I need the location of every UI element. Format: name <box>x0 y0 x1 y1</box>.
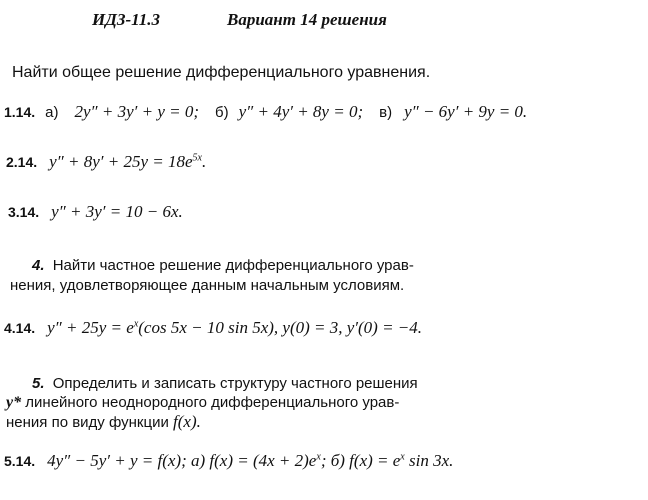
task4-line1 <box>32 257 414 274</box>
function-fx: f(x). <box>173 412 201 431</box>
part-b-label: б) <box>215 104 229 121</box>
task1-instruction: Найти общее решение дифференциального уравнения. <box>12 64 431 81</box>
problem-2-14 <box>6 152 206 172</box>
variant-title: Вариант 14 решения <box>227 10 387 29</box>
problem-4-14 <box>4 318 422 338</box>
equation-part3: sin 3x. <box>404 451 454 470</box>
exponent: 5x <box>192 152 202 164</box>
equation-start: y″ + 25y = e <box>47 318 134 337</box>
problem-number: 3.14. <box>8 204 40 220</box>
part-c-label: в) <box>379 104 393 121</box>
problem-5-14 <box>4 451 453 471</box>
task4-line2: нения, удовлетворяющее данным начальным условиям. <box>10 277 405 294</box>
equation: y″ + 3y′ = 10 − 6x. <box>51 202 183 221</box>
problem-number: 2.14. <box>6 154 38 170</box>
equation-part1: 4y″ − 5y′ + y = f(x); а) f(x) = (4x + 2)e <box>47 451 317 470</box>
task5-line1 <box>32 375 418 392</box>
equation <box>49 152 206 171</box>
equation-end: (cos 5x − 10 sin 5x), y(0) = 3, y′(0) = −4. <box>138 318 423 337</box>
doc-title: ИДЗ-11.3 <box>92 10 160 29</box>
part-a-equation: 2y″ + 3y′ + y = 0; <box>74 102 199 121</box>
problem-number: 5.14. <box>4 453 36 469</box>
equation <box>47 318 422 337</box>
task5-line2 <box>6 394 399 412</box>
task5-number: 5. <box>32 375 45 392</box>
part-b-equation: y″ + 4y′ + 8y = 0; <box>238 102 364 121</box>
task5-text-line3: нения по виду функции <box>6 414 174 431</box>
task5-line3 <box>6 412 201 432</box>
problem-number: 4.14. <box>4 320 36 336</box>
equation-main: y″ + 8y′ + 25y = 18e <box>49 152 193 171</box>
equation-part2: ; б) f(x) = e <box>320 451 401 470</box>
task5-text-line1: Определить и записать структуру частного решения <box>52 375 418 392</box>
problem-number: 1.14. <box>4 104 36 120</box>
exponent: x <box>133 318 139 330</box>
equation <box>47 451 453 470</box>
y-star: y* <box>6 394 22 411</box>
problem-1-14 <box>4 102 527 122</box>
part-c-equation: y″ − 6y′ + 9y = 0. <box>404 102 528 121</box>
exponent-2: x <box>400 451 405 463</box>
problem-3-14 <box>8 202 183 222</box>
exponent-1: x <box>316 451 321 463</box>
equation-end: . <box>202 152 207 171</box>
task4-text-line1: Найти частное решение дифференциального урав- <box>52 257 414 274</box>
part-a-label: а) <box>45 104 59 121</box>
task5-text-line2: линейного неоднородного дифференциального урав- <box>21 394 400 411</box>
task4-number: 4. <box>32 257 45 274</box>
